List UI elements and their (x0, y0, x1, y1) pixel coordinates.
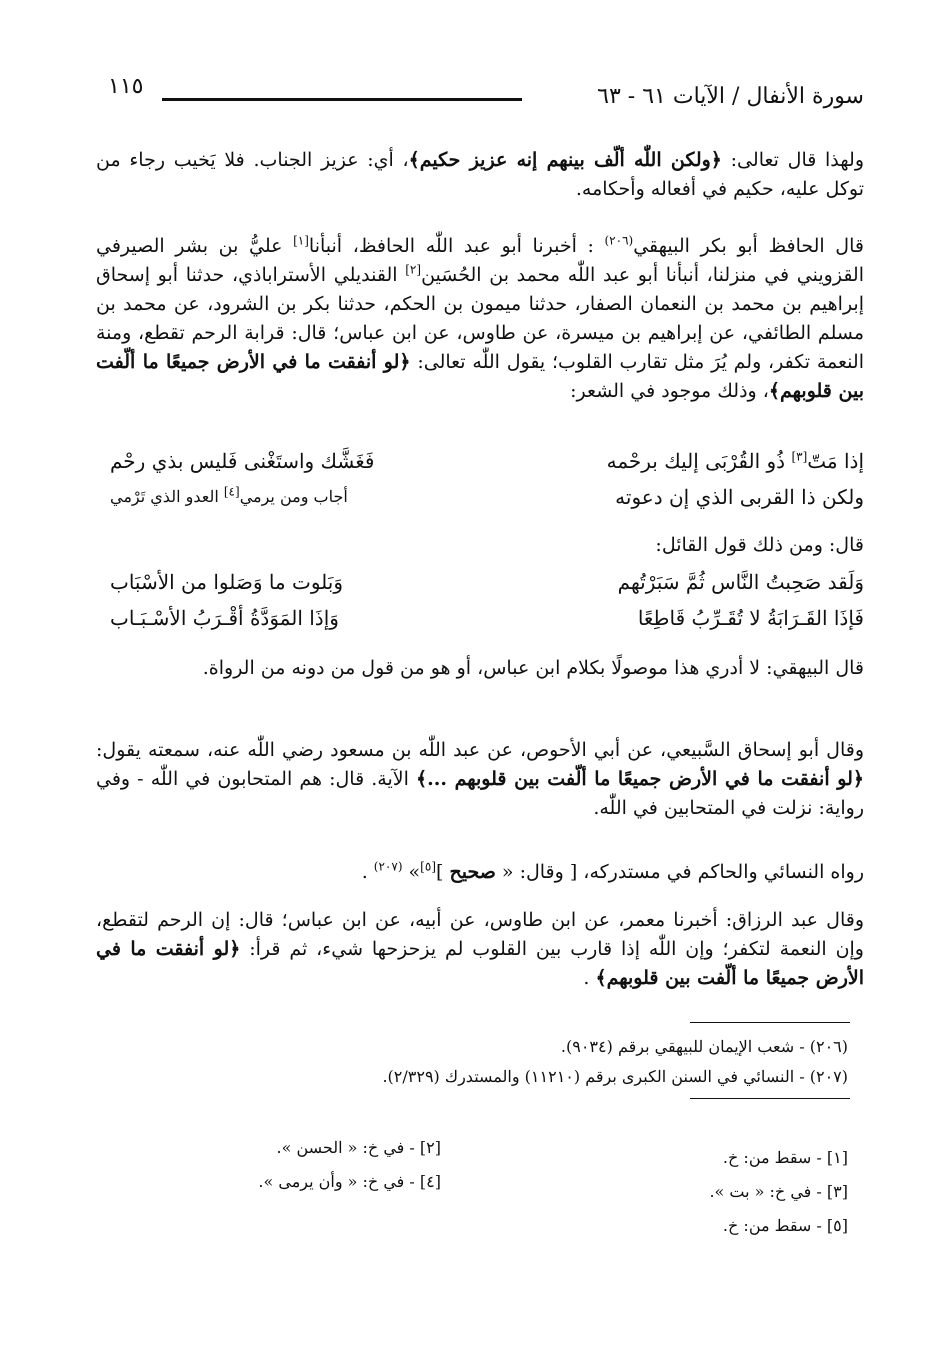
paragraph-1-text: ولهذا قال تعالى: (721, 149, 864, 171)
note-ref[interactable]: [١] (293, 233, 309, 248)
note-ref[interactable]: [٢] (405, 262, 422, 277)
paragraph-2-text: عليُّ بن بشر الصيرفي القزويني في منزلنا، أنبأنا أبو عبد اللّٰه محمد بن الحُسَين (96, 235, 864, 286)
paragraph-7 (96, 906, 864, 993)
paragraph-4 (96, 654, 864, 683)
hemistich-left (110, 479, 348, 515)
paragraph-2-text: القنديلي الأستراباذي، حدثنا أبو إسحاق إبراهيم بن محمد بن النعمان الصفار، حدثنا ميمون بن الحكم، حدثنا بكر بن الشرود، عن محمد بن مسلم الطائفي، عن إبراهيم بن ميسرة، عن طاوس، عن ابن عباس؛ قال: قرابة الرحم تقطع، ومنة النعمة تكفر، ولم يُرَ مثل تقارب القلوب؛ يقول اللّٰه تعالى: (96, 264, 864, 373)
paragraph-2-tail: ، وذلك موجود في الشعر: (570, 380, 769, 402)
hemistich-right: فَإذَا القَـرَابَةُ لا تُقَـرِّبُ قَاطِعًا (637, 606, 864, 630)
hemistich-right: ولكن ذا القربى الذي إن دعوته (615, 485, 864, 509)
paragraph-5-tail: الآية. قال: هم المتحابون في اللّٰه - وفي رواية: نزلت في المتحابين في اللّٰه. (96, 768, 864, 819)
poem-text: أجاب ومن يرمي (239, 487, 348, 506)
note-ref[interactable]: [٤] (223, 484, 240, 499)
poem-1 (110, 443, 864, 515)
note-5: [٥] - سقط من: خ. (722, 1216, 848, 1235)
quran-verse: ﴿لو أنفقت ما في الأرض جميعًا ما ألّفت بين قلوبهم ...﴾ (415, 768, 865, 790)
poem-2 (110, 564, 864, 636)
hemistich-right (607, 443, 864, 479)
poem-verse (110, 564, 864, 600)
note-1: [١] - سقط من: خ. (722, 1148, 848, 1167)
poem-text: ذُو القُرْبَى إليك برحْمه (606, 449, 792, 473)
paragraph-1 (96, 146, 864, 204)
note-2: [٢] - في خ: « الحسن ». (276, 1138, 441, 1157)
paragraph-6 (96, 858, 864, 887)
paragraph-4-text: قال البيهقي: لا أدري هذا موصولًا بكلام ابن عباس، أو هو من قول من دونه من الرواة. (202, 657, 864, 679)
paragraph-7-text: وقال عبد الرزاق: أخبرنا معمر، عن ابن طاوس، عن أبيه، عن ابن عباس؛ قال: إن الرحم لتقطع، وإن النعمة لتكفر؛ وإن اللّٰه إذا قارب بين القلوب لم يزحزحها شيء، ثم قرأ: (96, 909, 864, 960)
page-header (108, 72, 864, 112)
poem-verse (110, 600, 864, 636)
paragraph-6-text: ] (436, 861, 450, 883)
paragraph-2-text: : أخبرنا أبو عبد اللّٰه الحافظ، أنبأنا (308, 235, 605, 257)
paragraph-6-text: » (402, 861, 421, 883)
footnote-ref[interactable]: (٢٠٧) (373, 859, 403, 874)
paragraph-6-tail: . (361, 861, 374, 883)
footnotes (96, 1032, 848, 1092)
paragraph-3-text: قال: ومن ذلك قول القائل: (655, 534, 864, 556)
note-3: [٣] - في خ: « بت ». (709, 1182, 848, 1201)
notes-rule (690, 1098, 850, 1099)
grading: صحيح (449, 861, 496, 883)
paragraph-2 (96, 232, 864, 406)
note-ref[interactable]: [٥] (420, 859, 436, 874)
poem-text: العدو الذي تَرْمي (110, 487, 224, 506)
paragraph-1-tail: ، أي: عزيز الجناب. فلا يَخيب رجاء من توكل عليه، حكيم في أفعاله وأحكامه. (96, 149, 864, 200)
quran-verse: ﴿لو أنفقت ما في الأرض جميعًا ما ألّفت بين قلوبهم﴾ (96, 351, 864, 402)
footnote-ref[interactable]: (٢٠٦) (604, 233, 634, 248)
footnote-207: (٢٠٧) - النسائي في السنن الكبرى برقم (١١٢١٠) والمستدرك (٢/٣٢٩). (382, 1067, 848, 1086)
running-title: سورة الأنفال / الآيات ٦١ - ٦٣ (597, 84, 864, 109)
paragraph-5 (96, 736, 864, 823)
poem-text: إذا مَتّ (807, 449, 864, 473)
poem-verse (110, 443, 864, 479)
quran-verse: ﴿لو أنفقت ما في الأرض جميعًا ما ألّفت بين قلوبهم﴾ (96, 938, 864, 989)
paragraph-2-text: قال الحافظ أبو بكر البيهقي (633, 235, 864, 257)
poem-verse (110, 479, 864, 515)
paragraph-3 (96, 531, 864, 560)
note-ref[interactable]: [٣] (791, 449, 808, 464)
paragraph-7-tail: . (583, 967, 596, 989)
hemistich-left: فَغَشَّك واستَغْنى فَليس بذي رحْم (110, 449, 375, 473)
header-rule (162, 98, 522, 101)
paragraph-6-text: رواه النسائي والحاكم في مستدركه، [ وقال: « (495, 861, 864, 883)
hemistich-right: وَلَقد صَحِبتُ النَّاس ثُمَّ سَبَرْتُهم (617, 570, 864, 594)
paragraph-5-text: وقال أبو إسحاق السَّبيعي، عن أبي الأحوص، عن عبد اللّٰه بن مسعود رضي اللّٰه عنه، سمعته يقول: (96, 739, 864, 761)
hemistich-left: وَبَلوت ما وَصَلوا من الأسْبَاب (110, 570, 344, 594)
page-number: ١١٥ (108, 74, 144, 99)
footnote-206: (٢٠٦) - شعب الإيمان للبيهقي برقم (٩٠٣٤). (560, 1037, 848, 1056)
quran-verse: ﴿ولكن اللّٰه ألّف بينهم إنه عزيز حكيم﴾ (408, 149, 722, 171)
footnotes-rule (690, 1022, 850, 1023)
hemistich-left: وَإذَا المَوَدَّةُ أقْـرَبُ الأسْـبَـاب (110, 606, 339, 630)
note-4: [٤] - في خ: « وأن يرمى ». (258, 1172, 441, 1191)
